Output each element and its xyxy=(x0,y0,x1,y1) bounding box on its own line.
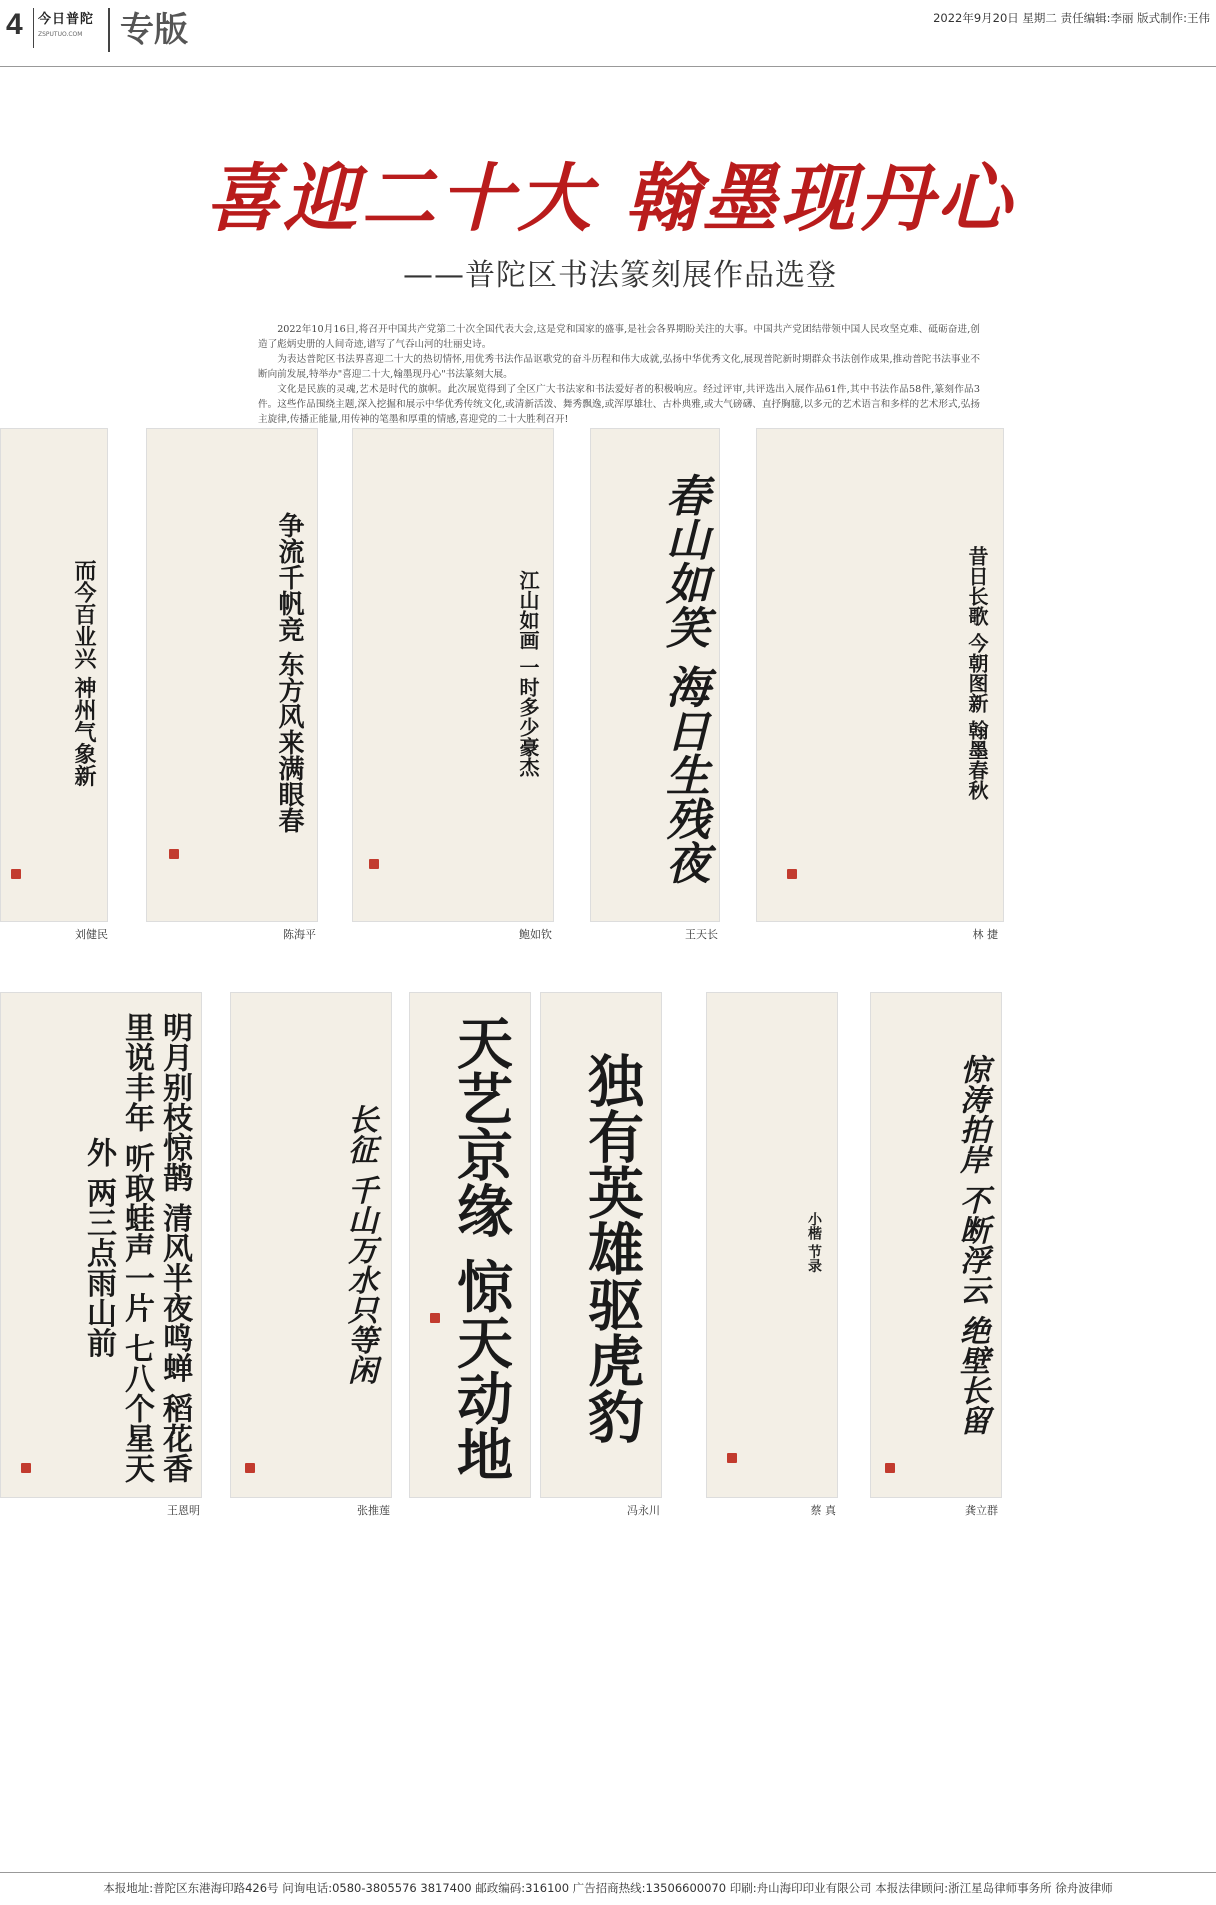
seal-stamp xyxy=(369,859,379,869)
calligraphy-text: 春山如笑 海日生残夜 xyxy=(658,473,709,885)
page-footer: 本报地址:普陀区东港海印路426号 问询电话:0580-3805576 3817400 邮政编码:316100 广告招商热线:13506600070 印刷:舟山海印印业有限公司 本报法律顾问:浙江星岛律师事务所 徐舟波律师 xyxy=(0,1872,1216,1905)
artist-caption: 冯永川 xyxy=(627,1504,660,1517)
calligraphy-work xyxy=(590,428,720,922)
seal-stamp xyxy=(727,1453,737,1463)
calligraphy-work xyxy=(0,428,108,922)
artist-caption: 龚立群 xyxy=(965,1504,998,1517)
calligraphy-text: 小楷 节录 xyxy=(806,1211,822,1273)
artist-caption: 鲍如钦 xyxy=(519,928,552,941)
calligraphy-work xyxy=(870,992,1002,1498)
page-header xyxy=(0,0,1216,67)
artist-caption: 刘健民 xyxy=(75,928,108,941)
artist-caption: 蔡 真 xyxy=(810,1504,836,1517)
seal-stamp xyxy=(11,869,21,879)
newspaper-url: ZSPUTUO.COM xyxy=(38,31,83,38)
calligraphy-text: 独有英雄驱虎豹 xyxy=(579,1052,645,1444)
artist-caption: 王天长 xyxy=(685,928,718,941)
calligraphy-work xyxy=(540,992,662,1498)
intro-paragraph: 文化是民族的灵魂,艺术是时代的旗帜。此次展览得到了全区广大书法家和书法爱好者的积极响应。经过评审,共评选出入展作品61件,其中书法作品58件,篆刻作品3件。这些作品围绕主题,深入挖掘和展示中华优秀传统文化,或清新活泼、舞秀飘逸,或浑厚雄壮、古朴典雅,或大气磅礴、直抒胸臆,以多元的艺术语言和多样的艺术形式,弘扬主旋律,传播正能量,用传神的笔墨和厚重的情感,喜迎党的二十大胜利召开! xyxy=(258,384,980,425)
calligraphy-text: 争流千帆竞 东方风来满眼春 xyxy=(274,512,304,834)
seal-stamp xyxy=(430,1313,440,1323)
newspaper-logo xyxy=(33,8,106,48)
page-subtitle: ——普陀区书法篆刻展作品选登 xyxy=(403,258,837,293)
newspaper-name: 今日普陀 xyxy=(38,12,95,27)
calligraphy-text: 长征 千山万水只等闲 xyxy=(342,1103,377,1385)
section-label: 专版 xyxy=(108,8,188,52)
page-title: 喜迎二十大 翰墨现丹心 xyxy=(205,156,1015,242)
header-date-editors: 2022年9月20日 星期二 责任编辑:李丽 版式制作:王伟 xyxy=(933,11,1210,25)
seal-stamp xyxy=(885,1463,895,1473)
intro-paragraph: 为表达普陀区书法界喜迎二十大的热切情怀,用优秀书法作品讴歌党的奋斗历程和伟大成就,弘扬中华优秀文化,展现普陀新时期群众书法创作成果,推动普陀书法事业不断向前发展,特举办"喜迎二十大,翰墨现丹心"书法篆刻大展。 xyxy=(258,354,980,380)
artist-caption: 王恩明 xyxy=(167,1504,200,1517)
seal-stamp xyxy=(169,849,179,859)
artist-caption: 张推莲 xyxy=(357,1504,390,1517)
seal-stamp xyxy=(245,1463,255,1473)
calligraphy-work xyxy=(230,992,392,1498)
calligraphy-work xyxy=(706,992,838,1498)
seal-stamp xyxy=(787,869,797,879)
calligraphy-work xyxy=(146,428,318,922)
calligraphy-text: 昔日长歌 今朝图新 翰墨春秋 xyxy=(965,546,989,800)
seal-stamp xyxy=(21,1463,31,1473)
calligraphy-work xyxy=(352,428,554,922)
calligraphy-work xyxy=(756,428,1004,922)
artist-caption: 林 捷 xyxy=(972,928,998,941)
page-number: 4 xyxy=(6,8,23,41)
calligraphy-text: 天艺京缘 惊天动地 xyxy=(448,1014,514,1482)
calligraphy-text: 惊涛拍岸 不断浮云 绝壁长留 xyxy=(954,1053,989,1435)
artist-caption: 陈海平 xyxy=(283,928,316,941)
intro-text xyxy=(258,322,980,427)
calligraphy-text: 而今百业兴 神州气象新 xyxy=(71,559,97,787)
intro-paragraph: 2022年10月16日,将召开中国共产党第二十次全国代表大会,这是党和国家的盛事,是社会各界期盼关注的大事。中国共产党团结带领中国人民攻坚克难、砥砺奋进,创造了彪炳史册的人间奇迹,谱写了气吞山河的壮丽史诗。 xyxy=(258,324,980,350)
calligraphy-work xyxy=(409,992,531,1498)
calligraphy-work xyxy=(0,992,202,1498)
calligraphy-text: 明月别枝惊鹊 清风半夜鸣蝉 稻花香里说丰年 听取蛙声一片 七八个星天外 两三点雨山前 xyxy=(81,1011,192,1483)
calligraphy-text: 江山如画 一时多少豪杰 xyxy=(516,569,540,777)
